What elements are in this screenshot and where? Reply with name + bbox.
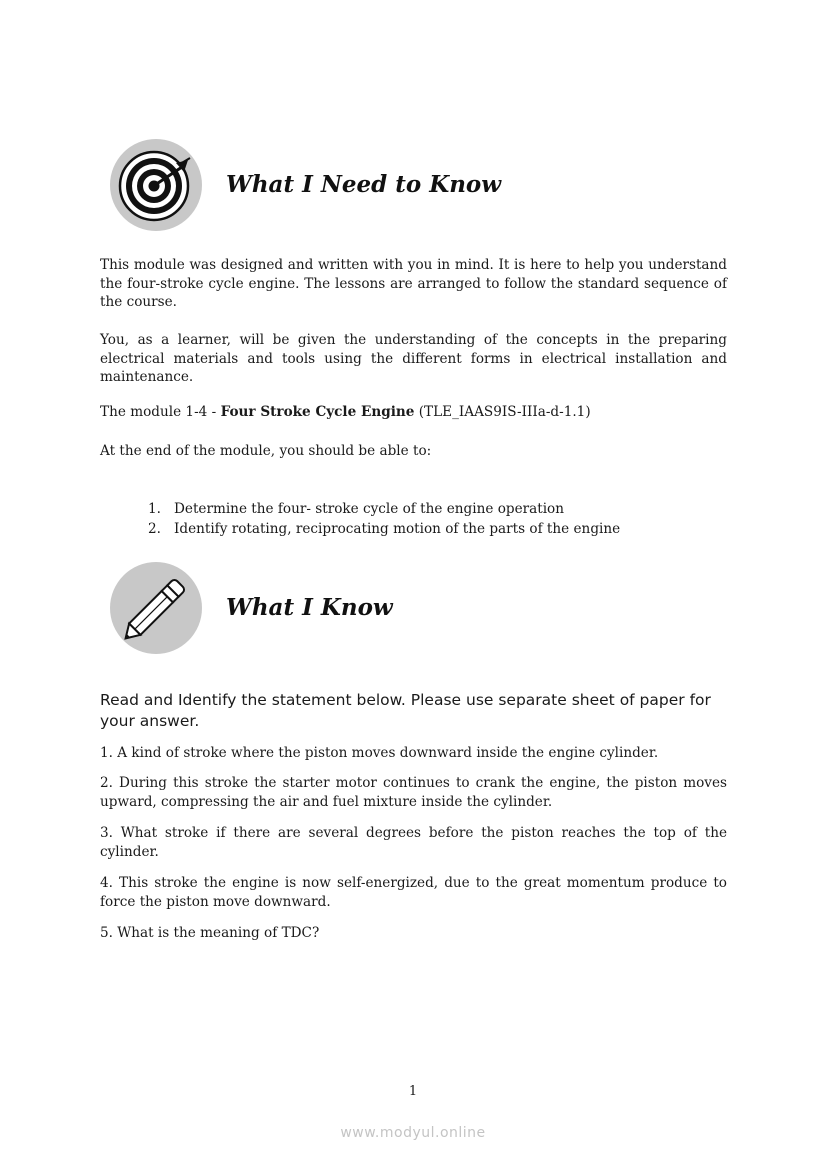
list-item-text: Determine the four- stroke cycle of the engine operation: [174, 501, 564, 517]
module-line: [100, 403, 727, 422]
target-icon-badge: [110, 139, 202, 231]
question-item: 5. What is the meaning of TDC?: [100, 925, 320, 941]
question-item: 1. A kind of stroke where the piston moves downward inside the engine cylinder.: [100, 745, 659, 761]
question-item: 2. During this stroke the starter motor continues to crank the engine, the piston moves upward, compressing the air and fuel mixture inside the cylinder.: [100, 775, 727, 810]
module-prefix: The module 1-4 -: [100, 404, 221, 420]
list-item-text: Identify rotating, reciprocating motion of the parts of the engine: [174, 521, 621, 537]
module-title: Four Stroke Cycle Engine: [220, 404, 415, 420]
list-item-number: 1.: [148, 501, 161, 517]
objectives-intro: At the end of the module, you should be able to:: [100, 443, 432, 459]
list-item-number: 2.: [148, 521, 161, 537]
section-heading-need-to-know: What I Need to Know: [226, 171, 502, 198]
pencil-icon: [110, 562, 202, 654]
question-item: 3. What stroke if there are several degrees before the piston reaches the top of the cylinder.: [100, 825, 727, 860]
learner-paragraph: You, as a learner, will be given the understanding of the concepts in the preparing electrical materials and tools using the different forms in electrical installation and maintenance.: [100, 332, 727, 385]
list-item: [148, 519, 620, 539]
list-item: [148, 499, 620, 519]
intro-paragraph: This module was designed and written with you in mind. It is here to help you understand the four-stroke cycle engine. The lessons are arranged to follow the standard sequence of the course.: [100, 257, 727, 310]
pencil-icon-badge: [110, 562, 202, 654]
watermark: www.modyul.online: [340, 1125, 486, 1141]
section-heading-what-i-know: What I Know: [226, 594, 393, 621]
target-icon: [110, 139, 202, 231]
instructions-paragraph: Read and Identify the statement below. Please use separate sheet of paper for your answer.: [100, 691, 711, 730]
page-number: 1: [408, 1084, 418, 1099]
objectives-list: [148, 499, 620, 539]
question-item: 4. This stroke the engine is now self-energized, due to the great momentum produce to force the piston move downward.: [100, 875, 727, 910]
module-code: (TLE_IAAS9IS-IIIa-d-1.1): [414, 404, 591, 420]
